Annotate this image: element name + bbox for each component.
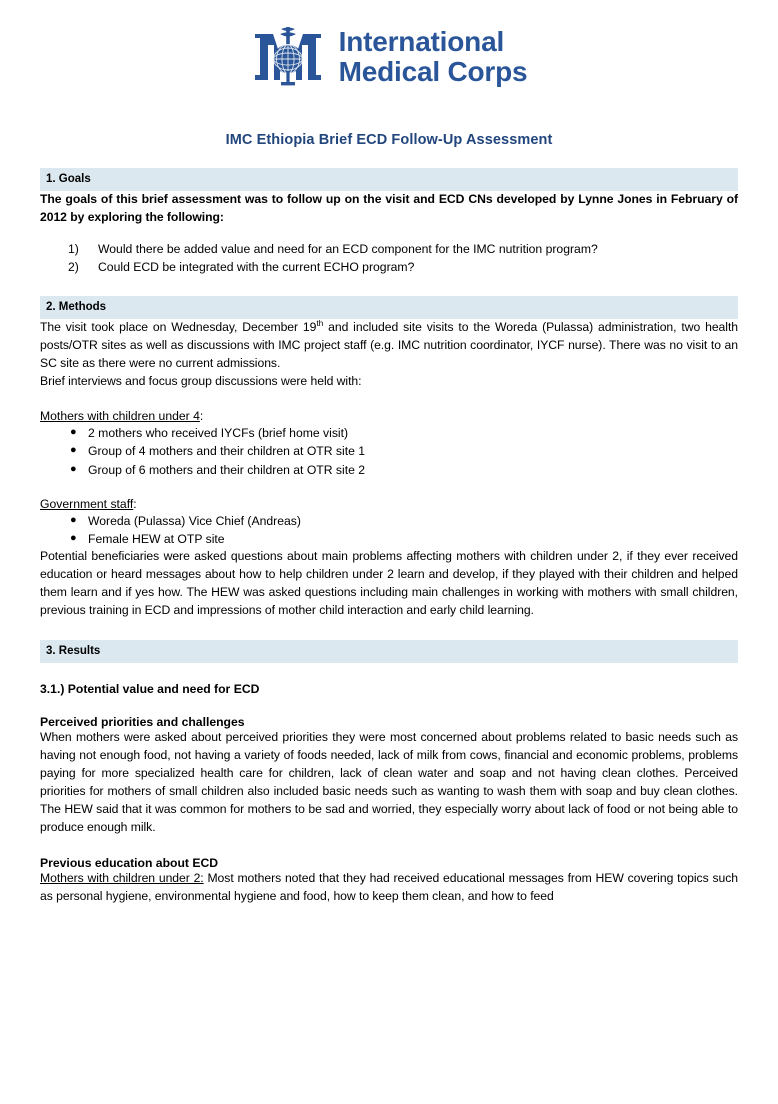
list-item-text: 2 mothers who received IYCFs (brief home visit) bbox=[88, 426, 349, 441]
list-item bbox=[40, 530, 738, 548]
list-item bbox=[40, 512, 738, 530]
list-marker: 1) bbox=[68, 242, 79, 257]
inline-label-body-text: Most mothers noted that they had received educational messages from HEW covering topics such as personal hygiene, environmental hygiene and food, how to keep them clean, and how to feed bbox=[40, 870, 738, 903]
list-item-text: Could ECD be integrated with the current ECHO program? bbox=[98, 260, 415, 275]
group-label-colon: : bbox=[133, 496, 137, 511]
goals-intro-paragraph bbox=[40, 191, 738, 227]
bullet-icon: ● bbox=[70, 426, 77, 439]
logo-line-1: International bbox=[338, 26, 505, 58]
section-heading-results: 3. Results bbox=[40, 640, 738, 663]
bullet-icon: ● bbox=[70, 513, 77, 526]
logo-wordmark bbox=[339, 27, 528, 86]
methods-visit-paragraph bbox=[40, 319, 738, 373]
bullet-icon: ● bbox=[70, 462, 77, 475]
results-priorities-paragraph: When mothers were asked about perceived priorities they were most concerned about problems related to basic needs such as having not enough food, not having a variety of foods needed, lack of milk from cows, financial and economic problems, problems paying for more specialized health care for children, lack of clean water and soap and not having clean clothes. Perceived priorities for mothers of small children also included basic needs such as wanting to wash them with soap and buy clean clothes. The HEW said that it was common for mothers to be sad and worried, they especially worry about lack of food or not being able to produce enough milk. bbox=[40, 729, 738, 834]
methods-visit-text-b: and included site visits to the Woreda (Pulassa) administration, two health posts/OTR sites as well as discussions with IMC project staff (e.g. IMC nutrition coordinator, IYCF nurse). There was no visit to an SC site as there were no current admissions. bbox=[40, 320, 739, 371]
goals-numbered-list bbox=[40, 240, 738, 276]
logo-line-2: Medical Corps bbox=[338, 56, 528, 87]
subsection-heading-3-1: 3.1.) Potential value and need for ECD bbox=[40, 681, 260, 696]
subsection-heading-previous-education: Previous education about ECD bbox=[40, 855, 219, 870]
bullet-icon: ● bbox=[70, 444, 77, 457]
list-item-text: Would there be added value and need for an ECD component for the IMC nutrition program? bbox=[98, 242, 598, 257]
organization-logo-header bbox=[40, 0, 738, 86]
list-marker: 2) bbox=[68, 260, 79, 275]
group-label-mothers-under-4 bbox=[40, 409, 738, 423]
list-item bbox=[40, 424, 738, 442]
government-staff-bullet-list bbox=[40, 512, 738, 548]
section-heading-goals: 1. Goals bbox=[40, 168, 738, 191]
inline-label-mothers-under-2: Mothers with children under 2: bbox=[40, 870, 204, 885]
list-item bbox=[40, 461, 738, 479]
list-item bbox=[40, 240, 738, 258]
group-label-text: Mothers with children under 4 bbox=[40, 409, 200, 424]
goals-intro-text: The goals of this brief assessment was to follow up on the visit and ECD CNs developed by Lynne Jones in February of 2012 by exploring the following: bbox=[40, 192, 738, 225]
group-label-government-staff bbox=[40, 497, 738, 511]
group-label-text: Government staff bbox=[40, 496, 134, 511]
list-item bbox=[40, 442, 738, 460]
subsection-heading-perceived-priorities: Perceived priorities and challenges bbox=[40, 714, 245, 729]
methods-interviews-paragraph: Brief interviews and focus group discussions were held with: bbox=[40, 374, 362, 389]
results-mothers-under-2-paragraph bbox=[40, 870, 738, 906]
imc-m-globe-logo-icon bbox=[251, 25, 325, 89]
page-title: IMC Ethiopia Brief ECD Follow-Up Assessment bbox=[225, 132, 553, 148]
ordinal-suffix: th bbox=[316, 318, 324, 329]
list-item-text: Woreda (Pulassa) Vice Chief (Andreas) bbox=[88, 513, 301, 528]
methods-questions-paragraph: Potential beneficiaries were asked questions about main problems affecting mothers with children under 2, if they ever received education or heard messages about how to help children under 2 learn and develop, if they played with their children and helped them learn and if yes how. The HEW was asked questions including main challenges in working with mothers with small children, previous training in ECD and impressions of mother child interaction and early child learning. bbox=[40, 549, 738, 617]
list-item-text: Group of 6 mothers and their children at OTR site 2 bbox=[88, 462, 366, 477]
group-label-colon: : bbox=[199, 409, 204, 424]
mothers-under-4-bullet-list bbox=[40, 424, 738, 479]
list-item bbox=[40, 258, 738, 276]
bullet-icon: ● bbox=[70, 531, 77, 544]
list-item-text: Female HEW at OTP site bbox=[88, 531, 225, 546]
methods-visit-text-a: The visit took place on Wednesday, December 19 bbox=[40, 320, 317, 335]
section-heading-methods: 2. Methods bbox=[40, 296, 738, 319]
list-item-text: Group of 4 mothers and their children at OTR site 1 bbox=[88, 444, 366, 459]
